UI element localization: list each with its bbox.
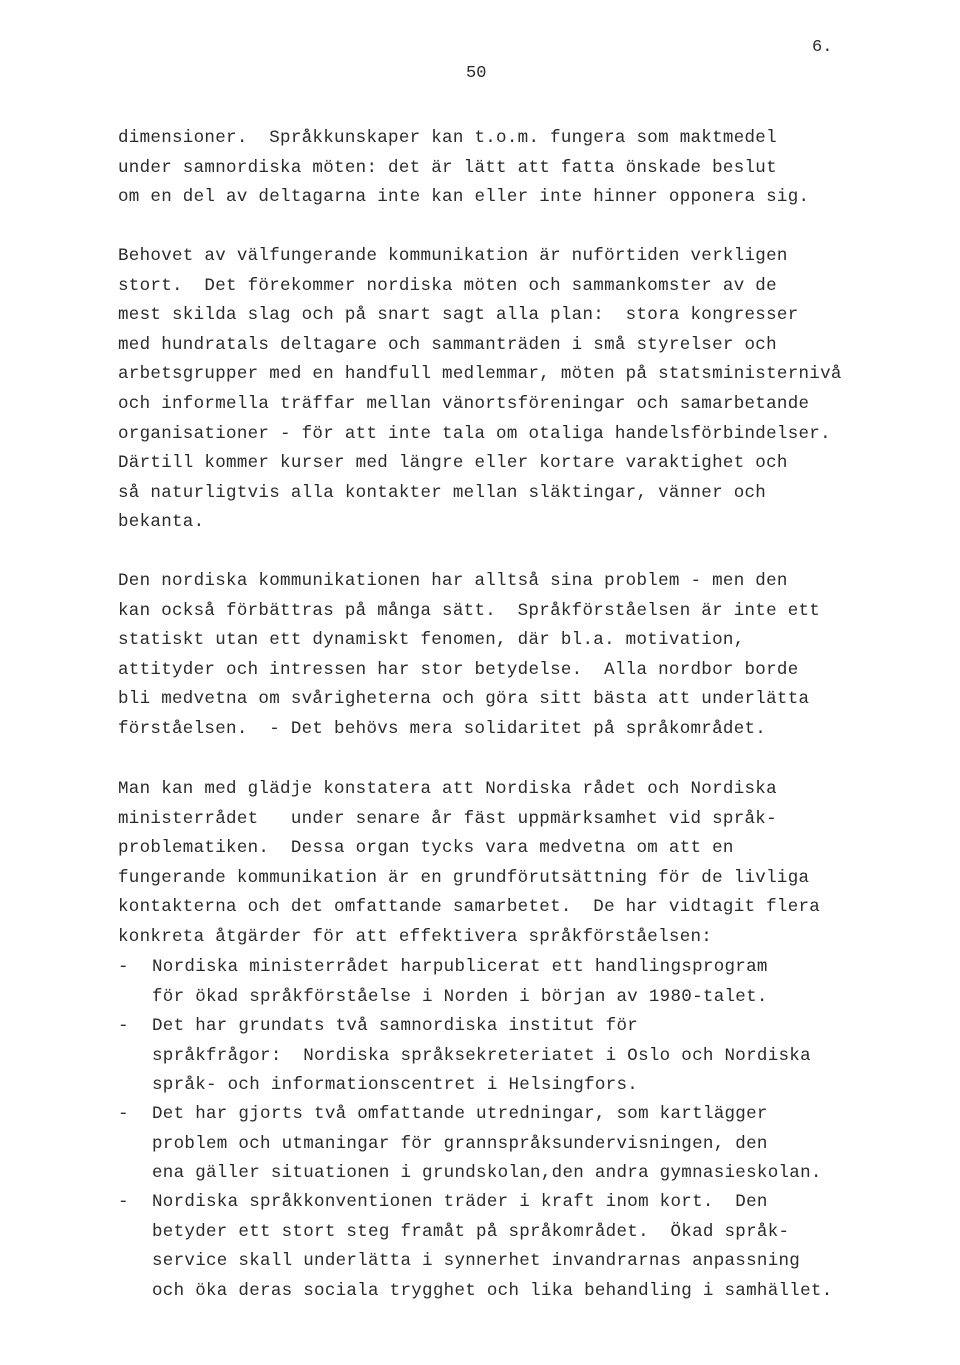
text-line: förståelsen. - Det behövs mera solidaritet på språkområdet. (118, 718, 767, 739)
text-line: problematiken. Dessa organ tycks vara medvetna om att en (118, 838, 734, 859)
text-line: attityder och intressen har stor betydelse. Alla nordbor borde (118, 659, 799, 680)
text-line: betyder ett stort steg framåt på språkområdet. Ökad språk- (152, 1221, 790, 1242)
original-page-number: 50 (466, 64, 487, 83)
text-line: Den nordiska kommunikationen har alltså sina problem - men den (118, 571, 788, 591)
paragraph-behovet (118, 242, 842, 538)
text-line: kan också förbättras på många sätt. Språkförståelsen är inte ett (118, 600, 821, 621)
text-line: stort. Det förekommer nordiska möten och sammankomster av de (118, 275, 777, 296)
text-line: om en del av deltagarna inte kan eller inte hinner opponera sig. (118, 187, 810, 208)
text-line: för ökad språkförståelse i Norden i början av 1980-talet. (152, 986, 768, 1007)
text-line: mest skilda slag och på snart sagt alla plan: stora kongresser (118, 305, 799, 326)
text-line: under samnordiska möten: det är lätt att fatta önskade beslut (118, 157, 777, 178)
text-line: Behovet av välfungerande kommunikation är nuförtiden verkligen (118, 246, 788, 266)
text-line: ena gäller situationen i grundskolan,den andra gymnasieskolan. (152, 1163, 822, 1184)
text-line: språk- och informationscentret i Helsingfors. (152, 1075, 639, 1096)
text-line: Det har grundats två samnordiska institut för (152, 1016, 639, 1036)
text-line: konkreta åtgärder för att effektivera språkförståelsen: (118, 926, 713, 947)
text-line: Det har gjorts två omfattande utredningar, som kartlägger (152, 1104, 768, 1124)
text-line: Nordiska språkkonventionen träder i kraft inom kort. Den (152, 1192, 768, 1212)
text-line: Nordiska ministerrådet harpublicerat ett handlingsprogram (152, 957, 768, 977)
text-line: service skall underlätta i synnerhet invandrarnas anpassning (152, 1251, 801, 1272)
text-line: organisationer - för att inte tala om otaliga handelsförbindelser. (118, 423, 831, 444)
text-line: språkfrågor: Nordiska språksekreteriatet i Oslo och Nordiska (152, 1045, 811, 1066)
paragraph-dimensioner (118, 124, 809, 213)
bullet-dash: - (118, 1192, 129, 1212)
bullet-dash: - (118, 957, 129, 977)
text-line: dimensioner. Språkkunskaper kan t.o.m. fungera som maktmedel (118, 128, 777, 148)
text-line: Man kan med glädje konstatera att Nordiska rådet och Nordiska (118, 779, 777, 799)
text-line: ministerrådet under senare år fäst uppmärksamhet vid språk- (118, 808, 777, 829)
text-line: och öka deras sociala trygghet och lika behandling i samhället. (152, 1280, 833, 1301)
text-line: fungerande kommunikation är en grundförutsättning för de livliga (118, 867, 810, 888)
text-line: så naturligtvis alla kontakter mellan släktingar, vänner och (118, 482, 767, 503)
paragraph-nordiska-radet (118, 775, 820, 953)
text-line: Därtill kommer kurser med längre eller kortare varaktighet och (118, 453, 788, 474)
page-number: 6. (812, 38, 833, 57)
text-line: bekanta. (118, 512, 205, 533)
text-line: arbetsgrupper med en handfull medlemmar, möten på statsministernivå (118, 364, 842, 385)
bullet-dash: - (118, 1104, 129, 1124)
text-line: problem och utmaningar för grannspråksundervisningen, den (152, 1133, 768, 1154)
text-line: med hundratals deltagare och sammanträden i små styrelser och (118, 334, 777, 355)
paragraph-kommunikationen (118, 567, 820, 745)
text-line: bli medvetna om svårigheterna och göra sitt bästa att underlätta (118, 689, 810, 710)
text-line: statiskt utan ett dynamiskt fenomen, där bl.a. motivation, (118, 630, 745, 651)
bullet-dash: - (118, 1016, 129, 1036)
text-line: kontakterna och det omfattande samarbetet. De har vidtagit flera (118, 897, 821, 918)
text-line: och informella träffar mellan vänortsföreningar och samarbetande (118, 393, 810, 414)
